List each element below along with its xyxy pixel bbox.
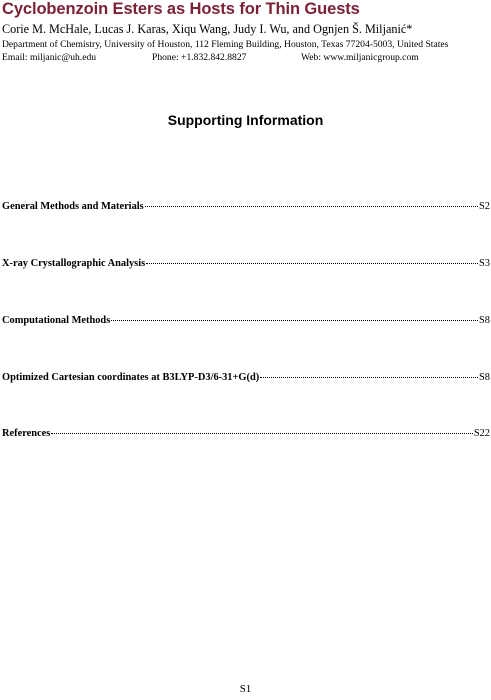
- toc-label: General Methods and Materials: [2, 201, 144, 212]
- toc-leader-dots: [51, 421, 473, 434]
- toc-entry-cartesian-coordinates: [2, 367, 490, 383]
- toc-page: S22: [473, 428, 490, 439]
- toc-entry-computational-methods: [2, 310, 490, 326]
- toc-label: References: [2, 428, 51, 439]
- toc-label: Computational Methods: [2, 315, 111, 326]
- toc-entry-general-methods: [2, 196, 490, 212]
- page-number: S1: [239, 683, 252, 695]
- contact-phone: Phone: +1.832.842.8827: [152, 52, 247, 63]
- toc-page: S2: [479, 201, 490, 212]
- toc-leader-dots: [260, 365, 478, 378]
- contact-email: Email: miljanic@uh.edu: [2, 52, 97, 63]
- contact-web: Web: www.miljanicgroup.com: [301, 52, 419, 63]
- toc-page: S8: [479, 372, 490, 383]
- toc-entry-xray-analysis: [2, 253, 490, 269]
- affiliation: Department of Chemistry, University of Houston, 112 Fleming Building, Houston, Texas 77204-5003, United States: [2, 39, 449, 50]
- toc-page: S3: [479, 258, 490, 269]
- toc-leader-dots: [146, 251, 478, 264]
- contact-line: [2, 52, 442, 66]
- section-heading: Supporting Information: [167, 112, 324, 128]
- paper-title: Cyclobenzoin Esters as Hosts for Thin Guests: [2, 0, 360, 18]
- toc-label: X-ray Crystallographic Analysis: [2, 258, 146, 269]
- toc-entry-references: [2, 423, 490, 439]
- toc-label: Optimized Cartesian coordinates at B3LYP-D3/6-31+G(d): [2, 372, 260, 383]
- toc-page: S8: [479, 315, 490, 326]
- toc-leader-dots: [145, 194, 478, 207]
- author-list: Corie M. McHale, Lucas J. Karas, Xiqu Wang, Judy I. Wu, and Ognjen Š. Miljanić*: [2, 22, 413, 36]
- toc-leader-dots: [111, 308, 478, 321]
